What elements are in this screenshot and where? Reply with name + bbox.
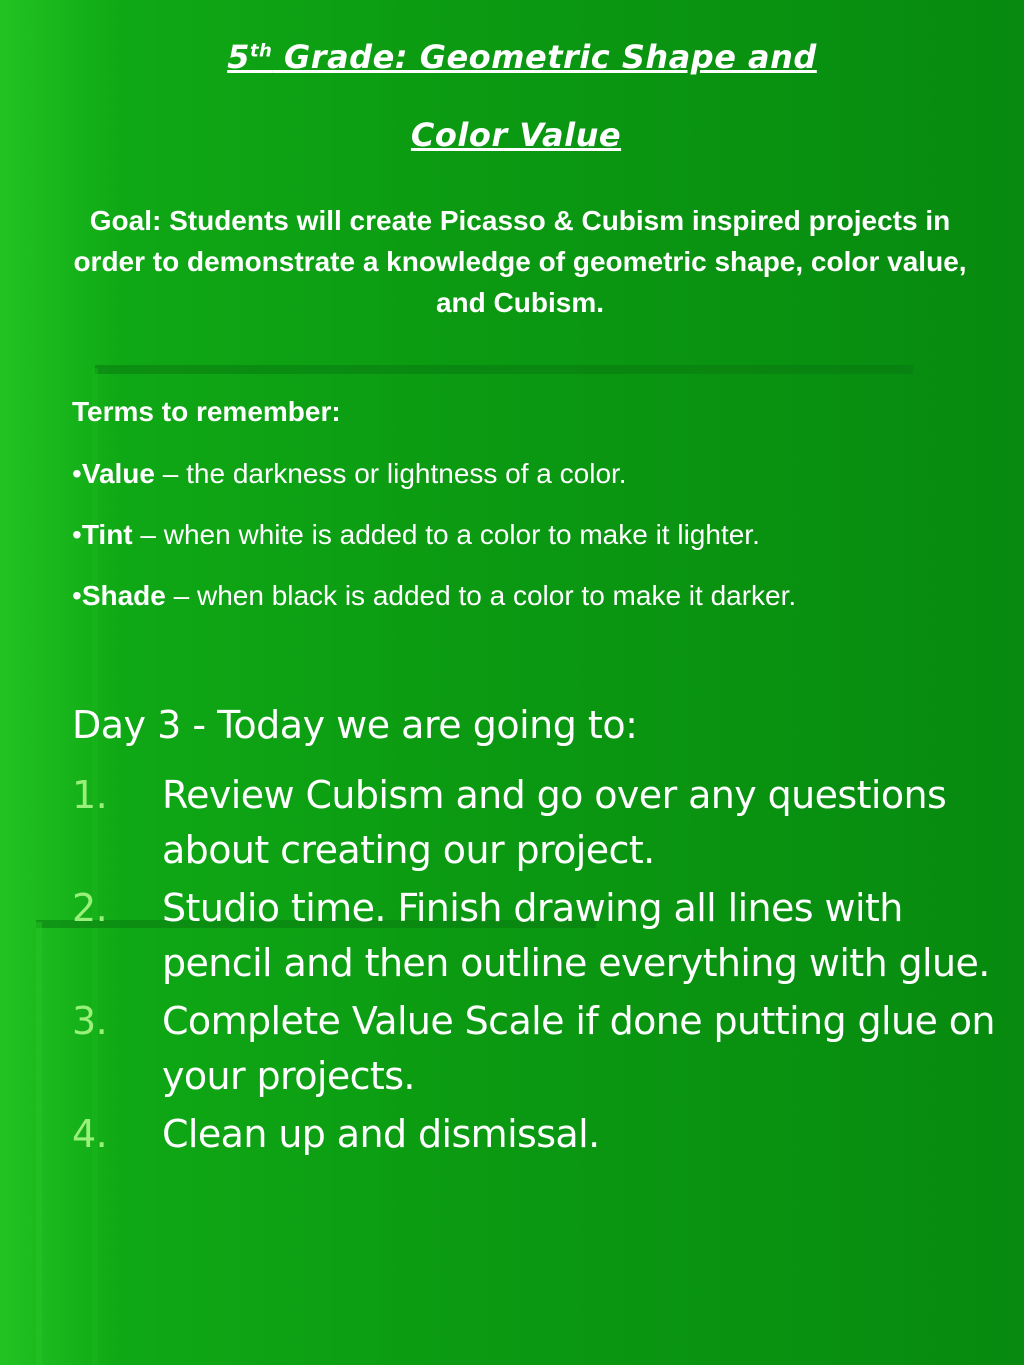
term-item-tint: •Tint – when white is added to a color to make it lighter. xyxy=(72,519,760,550)
list-item xyxy=(72,768,1017,878)
step-text: Complete Value Scale if done putting glue on your projects. xyxy=(162,999,995,1098)
step-text: Studio time. Finish drawing all lines with pencil and then outline everything with glue. xyxy=(162,886,990,985)
term-item-value: •Value – the darkness or lightness of a color. xyxy=(72,458,627,489)
day-heading: Day 3 - Today we are going to: xyxy=(72,703,638,747)
term-item-shade: •Shade – when black is added to a color to make it darker. xyxy=(72,580,797,611)
decorative-bar-vertical-lower xyxy=(36,922,42,1365)
step-number: 2. xyxy=(72,886,108,930)
goal-statement: Goal: Students will create Picasso & Cubism inspired projects in order to demonstrate a knowledge of geometric shape, color value, and Cubism. xyxy=(73,205,967,318)
step-number: 3. xyxy=(72,999,108,1043)
slide-title-line-1: 5th Grade: Geometric Shape and xyxy=(227,38,817,76)
terms-heading: Terms to remember: xyxy=(72,396,341,427)
slide-title-line-2: Color Value xyxy=(410,116,622,154)
steps-list xyxy=(72,768,1017,1165)
step-text: Review Cubism and go over any questions about creating our project. xyxy=(162,773,947,872)
list-item xyxy=(72,881,1017,991)
step-text: Clean up and dismissal. xyxy=(162,1112,600,1156)
decorative-bar-horizontal xyxy=(95,365,913,374)
list-item xyxy=(72,994,1017,1104)
step-number: 4. xyxy=(72,1112,108,1156)
list-item xyxy=(72,1107,1017,1162)
step-number: 1. xyxy=(72,773,108,817)
